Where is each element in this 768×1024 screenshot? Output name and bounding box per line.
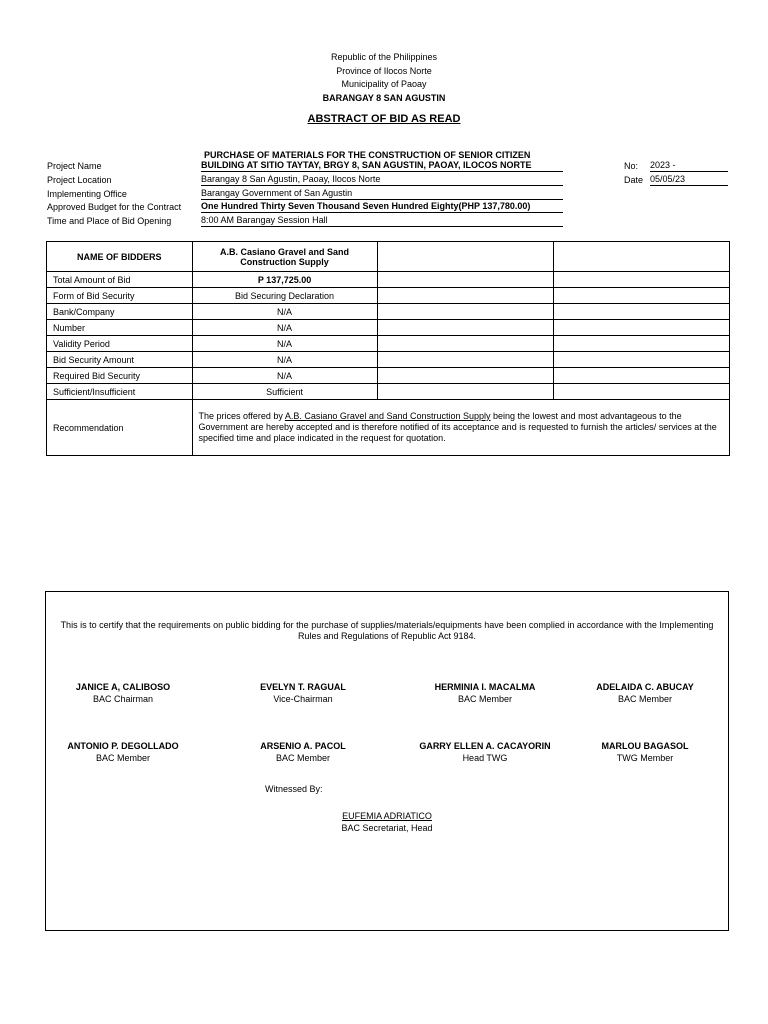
table-row [47,352,730,368]
witnessed-by-label: Witnessed By: [265,784,323,794]
row-value: N/A [192,368,377,384]
empty-cell [377,272,553,288]
table-row [47,384,730,400]
empty-cell [377,352,553,368]
bidder-2-name [377,242,553,272]
bids-table [46,241,730,456]
table-row [47,288,730,304]
recommendation-cell [192,400,730,456]
row-label: Form of Bid Security [47,288,193,304]
signatory-name: ANTONIO P. DEGOLLADO [67,741,179,751]
row-value: Sufficient [192,384,377,400]
project-name-label: Project Name [47,161,102,171]
recommendation-pre: The prices offered by [198,411,285,421]
recommendation-post: being the lowest and most advantageous to the Government are hereby accepted and is therefore notified of its acceptance and is requested to furnish the articles/ services at the specified time and place indicated in the request for quotation. [198,411,717,443]
empty-cell [377,368,553,384]
table-row [47,368,730,384]
signatory [48,740,198,764]
signatory [48,681,198,705]
table-header-row [47,242,730,272]
empty-cell [553,352,729,368]
signatory-role: Vice-Chairman [273,694,333,704]
signatory-role: TWG Member [616,753,674,763]
signatory-role: BAC Member [95,753,150,763]
empty-cell [553,304,729,320]
witness-signatory [312,810,462,834]
date-value: 05/05/23 [650,174,728,186]
signatory-role: BAC Member [275,753,330,763]
document-title: ABSTRACT OF BID AS READ [307,113,461,125]
header-line-province: Province of Ilocos Norte [336,66,432,76]
bidder-3-name [553,242,729,272]
project-name-line2: BUILDING AT SITIO TAYTAY, BRGY 8, SAN AGUSTIN, PAOAY, ILOCOS NORTE [201,160,563,172]
row-label: Bank/Company [47,304,193,320]
signatory-name: ARSENIO A. PACOL [260,741,346,751]
project-location-label: Project Location [47,175,112,185]
signatory [228,681,378,705]
project-name-line1: PURCHASE OF MATERIALS FOR THE CONSTRUCTION OF SENIOR CITIZEN [204,150,531,160]
certification-text: This is to certify that the requirements on public bidding for the purchase of supplies/materials/equipments have been complied in accordance with the Implementing Rules and Regulations of Republic Act 9184. [60,620,714,641]
signatory-role: BAC Member [617,694,672,704]
empty-cell [377,320,553,336]
implementing-office-value: Barangay Government of San Agustin [201,188,563,200]
signatory [228,740,378,764]
signatory-name: HERMINIA I. MACALMA [434,682,536,692]
signatory [570,681,720,705]
empty-cell [553,320,729,336]
document-title-wrap [0,109,768,127]
signatory-name: EVELYN T. RAGUAL [260,682,346,692]
table-row [47,304,730,320]
approved-budget-label: Approved Budget for the Contract [47,202,182,212]
witness-role: BAC Secretariat, Head [341,823,433,833]
witness-name: EUFEMIA ADRIATICO [342,811,432,821]
row-value: Bid Securing Declaration [192,288,377,304]
signatory-name: ADELAIDA C. ABUCAY [596,682,694,692]
row-label: Bid Security Amount [47,352,193,368]
signatory-name: JANICE A, CALIBOSO [75,682,171,692]
empty-cell [553,384,729,400]
signatory [570,740,720,764]
table-row [47,272,730,288]
row-value: N/A [192,336,377,352]
empty-cell [377,384,553,400]
bid-opening-value: 8:00 AM Barangay Session Hall [201,215,563,227]
table-row [47,320,730,336]
empty-cell [553,272,729,288]
bidders-header: NAME OF BIDDERS [47,242,193,272]
row-label: Sufficient/Insufficient [47,384,193,400]
table-row [47,336,730,352]
row-value: N/A [192,352,377,368]
row-label: Validity Period [47,336,193,352]
row-label: Number [47,320,193,336]
number-value: 2023 - [650,160,728,172]
empty-cell [377,288,553,304]
empty-cell [377,304,553,320]
signatory [410,681,560,705]
empty-cell [553,368,729,384]
empty-cell [553,336,729,352]
row-value: P 137,725.00 [192,272,377,288]
project-location-value: Barangay 8 San Agustin, Paoay, Ilocos Norte [201,174,563,186]
recommendation-bidder: A.B. Casiano Gravel and Sand Construction Supply [284,411,491,421]
header-barangay: BARANGAY 8 SAN AGUSTIN [322,93,446,103]
empty-cell [553,288,729,304]
recommendation-row [47,400,730,456]
empty-cell [377,336,553,352]
header-line-municipality: Municipality of Paoay [341,79,427,89]
signatory [410,740,560,764]
number-label: No: [624,161,639,171]
implementing-office-label: Implementing Office [47,189,127,199]
row-value: N/A [192,320,377,336]
signatory-role: BAC Chairman [92,694,154,704]
signatory-name: GARRY ELLEN A. CACAYORIN [419,741,551,751]
row-label: Total Amount of Bid [47,272,193,288]
row-value: N/A [192,304,377,320]
signatory-name: MARLOU BAGASOL [601,741,689,751]
recommendation-text [199,411,724,444]
approved-budget-value: One Hundred Thirty Seven Thousand Seven Hundred Eighty(PHP 137,780.00) [201,201,563,213]
signatory-role: Head TWG [462,753,508,763]
bidder-1-name: A.B. Casiano Gravel and Sand Construction Supply [192,242,377,272]
date-label: Date [624,175,644,185]
certification-box [45,591,729,931]
header-line-republic: Republic of the Philippines [330,52,438,62]
row-label: Required Bid Security [47,368,193,384]
signatory-role: BAC Member [457,694,512,704]
bid-opening-label: Time and Place of Bid Opening [47,216,172,226]
recommendation-label: Recommendation [47,400,193,456]
